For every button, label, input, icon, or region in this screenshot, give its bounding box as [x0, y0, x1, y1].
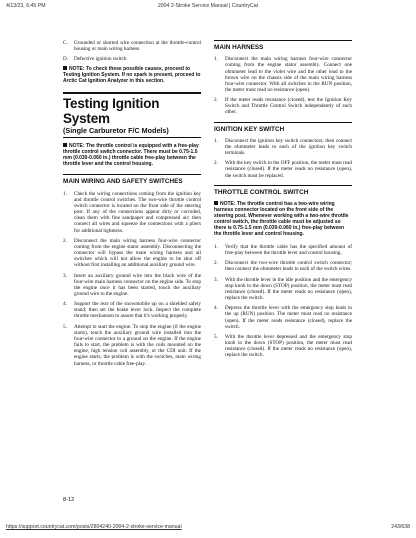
list-item	[214, 97, 352, 115]
item-text: Disconnect the ignition key switch connectors; then connect the ohmmeter leads to each of the ignition key switch terminals.	[225, 137, 352, 157]
item-text: Defective ignition switch	[74, 56, 127, 63]
note-block	[214, 201, 352, 237]
browser-print-header	[6, 3, 410, 13]
item-text: Attempt to start the engine. To stop the engine (if the engine starts), touch the auxiliary ground wire installed into the four-wire connector to a ground on the engine. If the engine fails to start, the problem is with the coils mounted on the engine, high tension coil assembly, or the CDI unit. If the engine starts, the problem is with the switches, main wiring harness, or throttle cable free-play.	[74, 323, 201, 367]
print-page-title: 2004 2-Stroke Service Manual | CountryCat	[157, 3, 259, 9]
section-heading: THROTTLE CONTROL SWITCH	[214, 185, 352, 196]
note-block	[63, 143, 201, 167]
list-item	[63, 40, 201, 52]
item-text: Disconnect the two-wire throttle control switch connector; then connect the ohmmeter leads to each of the switch wires.	[225, 260, 352, 273]
section-heading: MAIN WIRING AND SAFETY SWITCHES	[63, 174, 201, 185]
item-text: Verify that the throttle cable has the specified amount of free-play between the throttle lever and control housing.	[225, 243, 352, 257]
item-number: 3.	[63, 272, 67, 279]
list-item	[63, 324, 201, 367]
note-bullet-icon	[63, 143, 67, 147]
item-number: 2.	[63, 237, 67, 244]
item-number: 2.	[214, 97, 218, 104]
page-number: 8-12	[63, 497, 75, 503]
section-heading: MAIN HARNESS	[214, 40, 352, 51]
note-bullet-icon	[214, 201, 218, 205]
list-item	[214, 277, 352, 302]
item-number: 1.	[63, 190, 67, 197]
list-item	[63, 238, 201, 269]
section-title: Testing Ignition System	[63, 92, 201, 126]
item-number: 1.	[214, 56, 218, 63]
list-item	[63, 273, 201, 298]
list-item	[63, 56, 201, 62]
note-text: NOTE: To check these possible causes, proceed to Testing Ignition System. If no spark is present, proceed to Arctic Cat Ignition Analyzer in this section.	[63, 66, 201, 85]
note-block	[63, 66, 201, 84]
item-text: Disconnect the main wiring harness four-wire connector coming from the engine stator assembly. Disconnecting the connector will bypass the main wiring harness and all switches which will not allow the engine to be shut off without first installing an additional auxiliary ground wire.	[74, 237, 201, 269]
list-item	[214, 260, 352, 272]
item-text: Depress the throttle lever with the emergency stop knob in the up (RUN) position. The meter must read no resistance (open). If the meter reads resistance (closed), replace the switch.	[225, 305, 352, 330]
item-text: Disconnect the main wiring harness four-wire connector coming from the engine stator assembly. Connect one ohmmeter lead to the violet wire and the other lead to the brown wire on the chassis side of the main wiring harness four-wire connector. With all switches in the RUN position, the meter must read no resistance (open).	[225, 56, 352, 93]
item-number: 5.	[63, 323, 67, 330]
item-number: 1.	[214, 137, 218, 144]
section-subtitle: (Single Carburetor F/C Models)	[63, 126, 201, 138]
item-text: With the throttle lever in the idle position and the emergency stop knob in the down (STOP) position, the meter must read resistance (closed). If the meter reads no resistance (open), replace the switch.	[225, 276, 352, 302]
note-text: NOTE: The throttle control is equipped with a free-play throttle control switch connector. There must be 0.75-1.5 mm (0.030-0.060 in.) throttle cable free-play between the throttle lever and the control housing.	[63, 143, 199, 168]
item-text: If the meter reads resistance (closed), test the Ignition Key Switch and Throttle Control Switch independently of each other.	[225, 97, 352, 116]
item-number: 2.	[214, 260, 218, 267]
item-text: Support the rear of the snowmobile up on a shielded safety stand; then set the brake lever lock. Inspect the complete throttle mechanism to assure that it's working properly.	[74, 301, 201, 320]
item-number: 1.	[214, 243, 218, 250]
list-item	[63, 301, 201, 319]
item-text: Grounded or shorted wire connection at the throttle-control housing or main wiring harness	[74, 40, 201, 53]
browser-print-footer	[6, 524, 410, 534]
item-number: 2.	[214, 160, 218, 167]
left-column	[63, 40, 201, 371]
item-text: Insert an auxiliary ground wire into the black wire of the four-wire main harness connector on the engine side. To stop the engine once it has been started, touch the auxiliary ground wire to the engine.	[74, 272, 201, 298]
print-page-counter: 243/638	[391, 524, 410, 530]
right-column	[214, 40, 352, 362]
print-url-link[interactable]: https://support.countrycat.com/posts/2804240-2004-2-stroke-service-manual	[6, 524, 182, 530]
list-item	[214, 160, 352, 178]
list-item	[214, 305, 352, 330]
item-number: 3.	[214, 276, 218, 283]
item-number: 5.	[214, 333, 218, 340]
list-item	[214, 244, 352, 256]
note-text: NOTE: The throttle control has a two-wire wiring harness connector located on the front side of the steering post. Whenever working with a two-wire throttle control switch, the throttle cable must be adjusted so there is 0.75-1.5 mm (0.030-0.060 in.) free-play between the throttle lever and control housing.	[214, 200, 349, 237]
item-text: With the throttle lever depressed and the emergency stop knob in the down (STOP) position, the meter must read resistance (closed). If the meter reads no resistance (open), replace the switch.	[225, 333, 352, 359]
item-text: Check the wiring connections coming from the ignition key and throttle control switches. The two-wire throttle control switch connector is located on the front side of the steering post. If any of the connections appear dirty or corroded, clean them with fine sandpaper and compressed air; then connect all wires and squeeze the connections with a pliers for additional tightness.	[74, 190, 201, 234]
section-heading: IGNITION KEY SWITCH	[214, 122, 352, 133]
item-number: D.	[63, 56, 69, 63]
item-number: 4.	[214, 305, 218, 312]
item-number: C.	[63, 40, 68, 46]
note-bullet-icon	[63, 66, 67, 70]
list-item	[214, 56, 352, 93]
item-text: With the key switch in the OFF position, the meter must read resistance (closed). If the meter reads no resistance (open), the switch must be replaced.	[225, 160, 352, 179]
list-item	[214, 334, 352, 359]
list-item	[214, 138, 352, 156]
item-number: 4.	[63, 301, 67, 308]
list-item	[63, 191, 201, 234]
print-datetime: 4/13/23, 6:45 PM	[6, 3, 46, 9]
